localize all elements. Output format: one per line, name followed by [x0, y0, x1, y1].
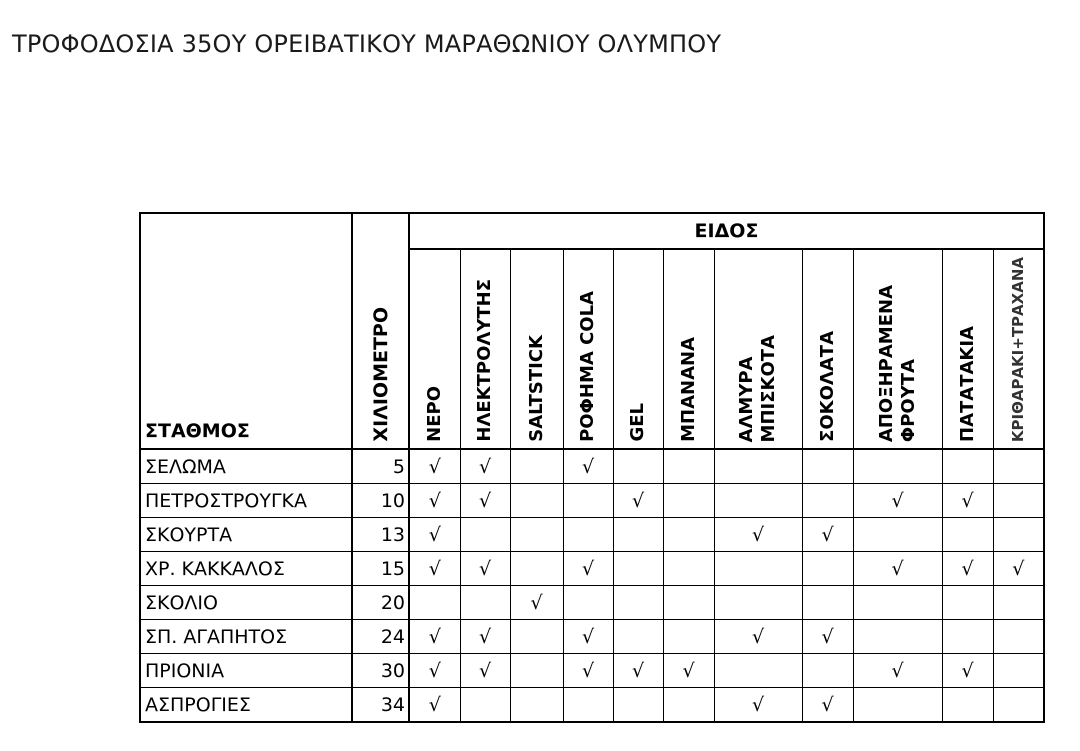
station-cell: ΧΡ. ΚΑΚΚΑΛΟΣ [140, 552, 352, 586]
empty-cell [663, 449, 714, 484]
check-mark-cell: √ [409, 484, 460, 518]
km-cell: 5 [352, 449, 409, 484]
check-mark-cell: √ [714, 518, 802, 552]
item-column-header [993, 249, 1044, 449]
empty-cell [613, 552, 663, 586]
empty-cell [663, 518, 714, 552]
empty-cell [510, 620, 563, 654]
check-mark-cell: √ [853, 484, 942, 518]
check-mark-cell: √ [853, 654, 942, 688]
item-column-header [714, 249, 802, 449]
table-body [140, 449, 1044, 722]
check-mark-cell: √ [409, 518, 460, 552]
empty-cell [409, 586, 460, 620]
item-header-label: GEL [627, 403, 648, 442]
empty-cell [563, 688, 613, 723]
check-mark-cell: √ [460, 449, 510, 484]
empty-cell [993, 518, 1044, 552]
item-column-header [663, 249, 714, 449]
aid-station-table [139, 212, 1045, 723]
empty-cell [993, 484, 1044, 518]
empty-cell [853, 518, 942, 552]
empty-cell [510, 449, 563, 484]
empty-cell [510, 654, 563, 688]
empty-cell [663, 688, 714, 723]
check-mark-cell: √ [510, 586, 563, 620]
empty-cell [714, 586, 802, 620]
station-cell: ΣΕΛΩΜΑ [140, 449, 352, 484]
check-mark-cell: √ [409, 620, 460, 654]
empty-cell [853, 586, 942, 620]
check-mark-cell: √ [563, 654, 613, 688]
km-cell: 13 [352, 518, 409, 552]
table-row [140, 586, 1044, 620]
station-cell: ΑΣΠΡΟΓΙΕΣ [140, 688, 352, 723]
station-cell: ΠΡΙΟΝΙΑ [140, 654, 352, 688]
empty-cell [714, 552, 802, 586]
empty-cell [802, 484, 853, 518]
km-column-header [352, 213, 409, 449]
empty-cell [663, 552, 714, 586]
item-header-label: ΠΑΤΑΤΑΚΙΑ [956, 326, 978, 442]
check-mark-cell: √ [613, 484, 663, 518]
item-column-header [563, 249, 613, 449]
empty-cell [942, 620, 993, 654]
empty-cell [993, 620, 1044, 654]
empty-cell [663, 620, 714, 654]
table-row [140, 654, 1044, 688]
item-header-label: ΑΠΟΞΗΡΑΜΕΝΑ ΦΡΟΥΤΑ [875, 284, 919, 442]
check-mark-cell: √ [460, 620, 510, 654]
empty-cell [563, 586, 613, 620]
item-header-label: ΝΕΡΟ [423, 386, 445, 442]
item-column-header [409, 249, 460, 449]
table-row [140, 484, 1044, 518]
item-column-header [942, 249, 993, 449]
table-row [140, 552, 1044, 586]
item-header-label: ΣΟΚΟΛΑΤΑ [816, 331, 838, 442]
empty-cell [942, 449, 993, 484]
empty-cell [993, 688, 1044, 723]
item-group-header: ΕΙΔΟΣ [409, 213, 1044, 249]
empty-cell [613, 586, 663, 620]
empty-cell [993, 449, 1044, 484]
km-cell: 20 [352, 586, 409, 620]
station-column-header: ΣΤΑΘΜΟΣ [140, 213, 352, 449]
item-column-header [460, 249, 510, 449]
empty-cell [714, 484, 802, 518]
empty-cell [510, 688, 563, 723]
empty-cell [714, 654, 802, 688]
km-cell: 24 [352, 620, 409, 654]
check-mark-cell: √ [802, 518, 853, 552]
item-header-label: SALTSTICK [525, 335, 547, 442]
empty-cell [853, 449, 942, 484]
item-column-header [853, 249, 942, 449]
km-cell: 30 [352, 654, 409, 688]
check-mark-cell: √ [942, 654, 993, 688]
empty-cell [563, 518, 613, 552]
check-mark-cell: √ [942, 484, 993, 518]
station-cell: ΣΠ. ΑΓΑΠΗΤΟΣ [140, 620, 352, 654]
km-cell: 34 [352, 688, 409, 723]
item-column-header [510, 249, 563, 449]
check-mark-cell: √ [714, 688, 802, 723]
empty-cell [563, 484, 613, 518]
check-mark-cell: √ [942, 552, 993, 586]
empty-cell [460, 518, 510, 552]
empty-cell [510, 518, 563, 552]
empty-cell [613, 620, 663, 654]
km-cell: 15 [352, 552, 409, 586]
empty-cell [853, 688, 942, 723]
empty-cell [663, 586, 714, 620]
station-cell: ΠΕΤΡΟΣΤΡΟΥΓΚΑ [140, 484, 352, 518]
table-row [140, 449, 1044, 484]
check-mark-cell: √ [993, 552, 1044, 586]
check-mark-cell: √ [802, 620, 853, 654]
item-header-label: ΜΠΑΝΑΝΑ [677, 337, 699, 442]
check-mark-cell: √ [563, 620, 613, 654]
empty-cell [714, 449, 802, 484]
empty-cell [802, 654, 853, 688]
check-mark-cell: √ [409, 654, 460, 688]
item-header-label: ΗΛΕΚΤΡΟΛΥΤΗΣ [474, 279, 495, 442]
empty-cell [510, 484, 563, 518]
station-cell: ΣΚΟΛΙΟ [140, 586, 352, 620]
empty-cell [613, 449, 663, 484]
check-mark-cell: √ [409, 449, 460, 484]
check-mark-cell: √ [460, 552, 510, 586]
table-row [140, 688, 1044, 723]
empty-cell [942, 518, 993, 552]
empty-cell [993, 654, 1044, 688]
item-column-header [802, 249, 853, 449]
check-mark-cell: √ [802, 688, 853, 723]
empty-cell [663, 484, 714, 518]
km-header-label: ΧΙΛΙΟΜΕΤΡΟ [369, 307, 392, 442]
empty-cell [802, 586, 853, 620]
check-mark-cell: √ [714, 620, 802, 654]
check-mark-cell: √ [409, 552, 460, 586]
check-mark-cell: √ [563, 552, 613, 586]
item-header-label: ΡΟΦΗΜΑ COLA [577, 291, 598, 442]
item-header-label: ΚΡΙΘΑΡΑΚΙ+ΤΡΑΧΑΝΑ [1009, 256, 1028, 442]
page-title: ΤΡΟΦΟΔΟΣΙΑ 35ΟΥ ΟΡΕΙΒΑΤΙΚΟΥ ΜΑΡΑΘΩΝΙΟΥ ΟΛΥΜΠΟΥ [12, 30, 722, 58]
empty-cell [993, 586, 1044, 620]
empty-cell [460, 688, 510, 723]
item-column-header [613, 249, 663, 449]
check-mark-cell: √ [563, 449, 613, 484]
empty-cell [613, 688, 663, 723]
check-mark-cell: √ [460, 654, 510, 688]
empty-cell [853, 620, 942, 654]
check-mark-cell: √ [409, 688, 460, 723]
empty-cell [802, 449, 853, 484]
empty-cell [460, 586, 510, 620]
km-cell: 10 [352, 484, 409, 518]
empty-cell [802, 552, 853, 586]
item-header-label: ΑΛΜΥΡΑ ΜΠΙΣΚΟΤΑ [736, 334, 779, 442]
check-mark-cell: √ [853, 552, 942, 586]
empty-cell [510, 552, 563, 586]
check-mark-cell: √ [663, 654, 714, 688]
station-cell: ΣΚΟΥΡΤΑ [140, 518, 352, 552]
table-row [140, 518, 1044, 552]
empty-cell [613, 518, 663, 552]
empty-cell [942, 586, 993, 620]
check-mark-cell: √ [613, 654, 663, 688]
check-mark-cell: √ [460, 484, 510, 518]
table-row [140, 620, 1044, 654]
empty-cell [942, 688, 993, 723]
